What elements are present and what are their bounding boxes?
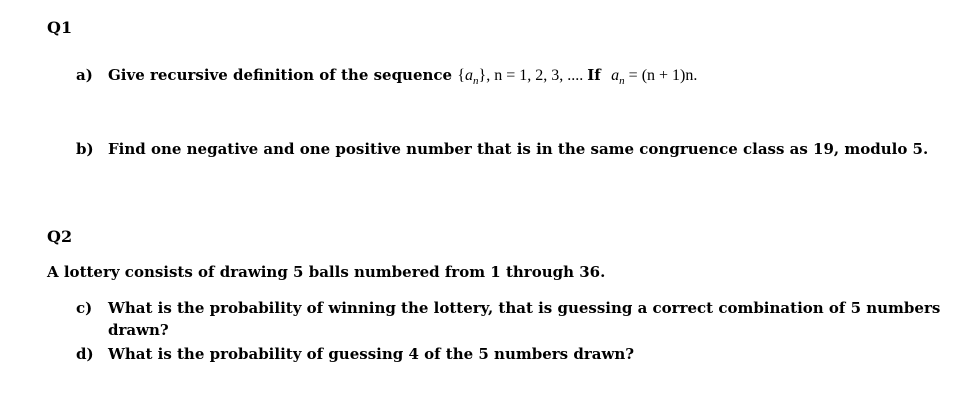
part-a-label: a) (76, 66, 93, 84)
q1-part-b (76, 140, 928, 158)
formula (611, 67, 698, 87)
part-d-text: What is the probability of guessing 4 of the 5 numbers drawn? (108, 345, 635, 363)
part-b-label: b) (76, 140, 94, 158)
formula-subscript: n (619, 75, 625, 87)
q1-heading: Q1 (47, 18, 73, 37)
q2-intro: A lottery consists of drawing 5 balls numbered from 1 through 36. (47, 263, 606, 281)
sequence-notation (457, 67, 588, 87)
sequence-subscript: n (473, 75, 479, 87)
q1-part-a (76, 66, 697, 87)
part-c-label: c) (76, 299, 93, 317)
brace-close: } (478, 67, 487, 84)
q2-heading: Q2 (47, 227, 73, 246)
part-d-label: d) (76, 345, 94, 363)
formula-rhs: = (n + 1)n. (624, 67, 698, 84)
part-c-line2: drawn? (108, 321, 169, 339)
brace-open: { (457, 67, 466, 84)
part-a-text: Give recursive definition of the sequence (108, 66, 453, 84)
part-b-text: Find one negative and one positive number that is in the same congruence class as 19, modulo 5. (108, 140, 929, 158)
sequence-variable: a (465, 67, 474, 84)
if-text: If (587, 66, 601, 84)
formula-variable: a (611, 67, 620, 84)
q2-part-d (76, 345, 634, 363)
sequence-index-range: , n = 1, 2, 3, .... (486, 67, 588, 84)
q2-part-c (76, 299, 940, 317)
part-c-line1: What is the probability of winning the lottery, that is guessing a correct combination of 5 numbers (108, 299, 941, 317)
